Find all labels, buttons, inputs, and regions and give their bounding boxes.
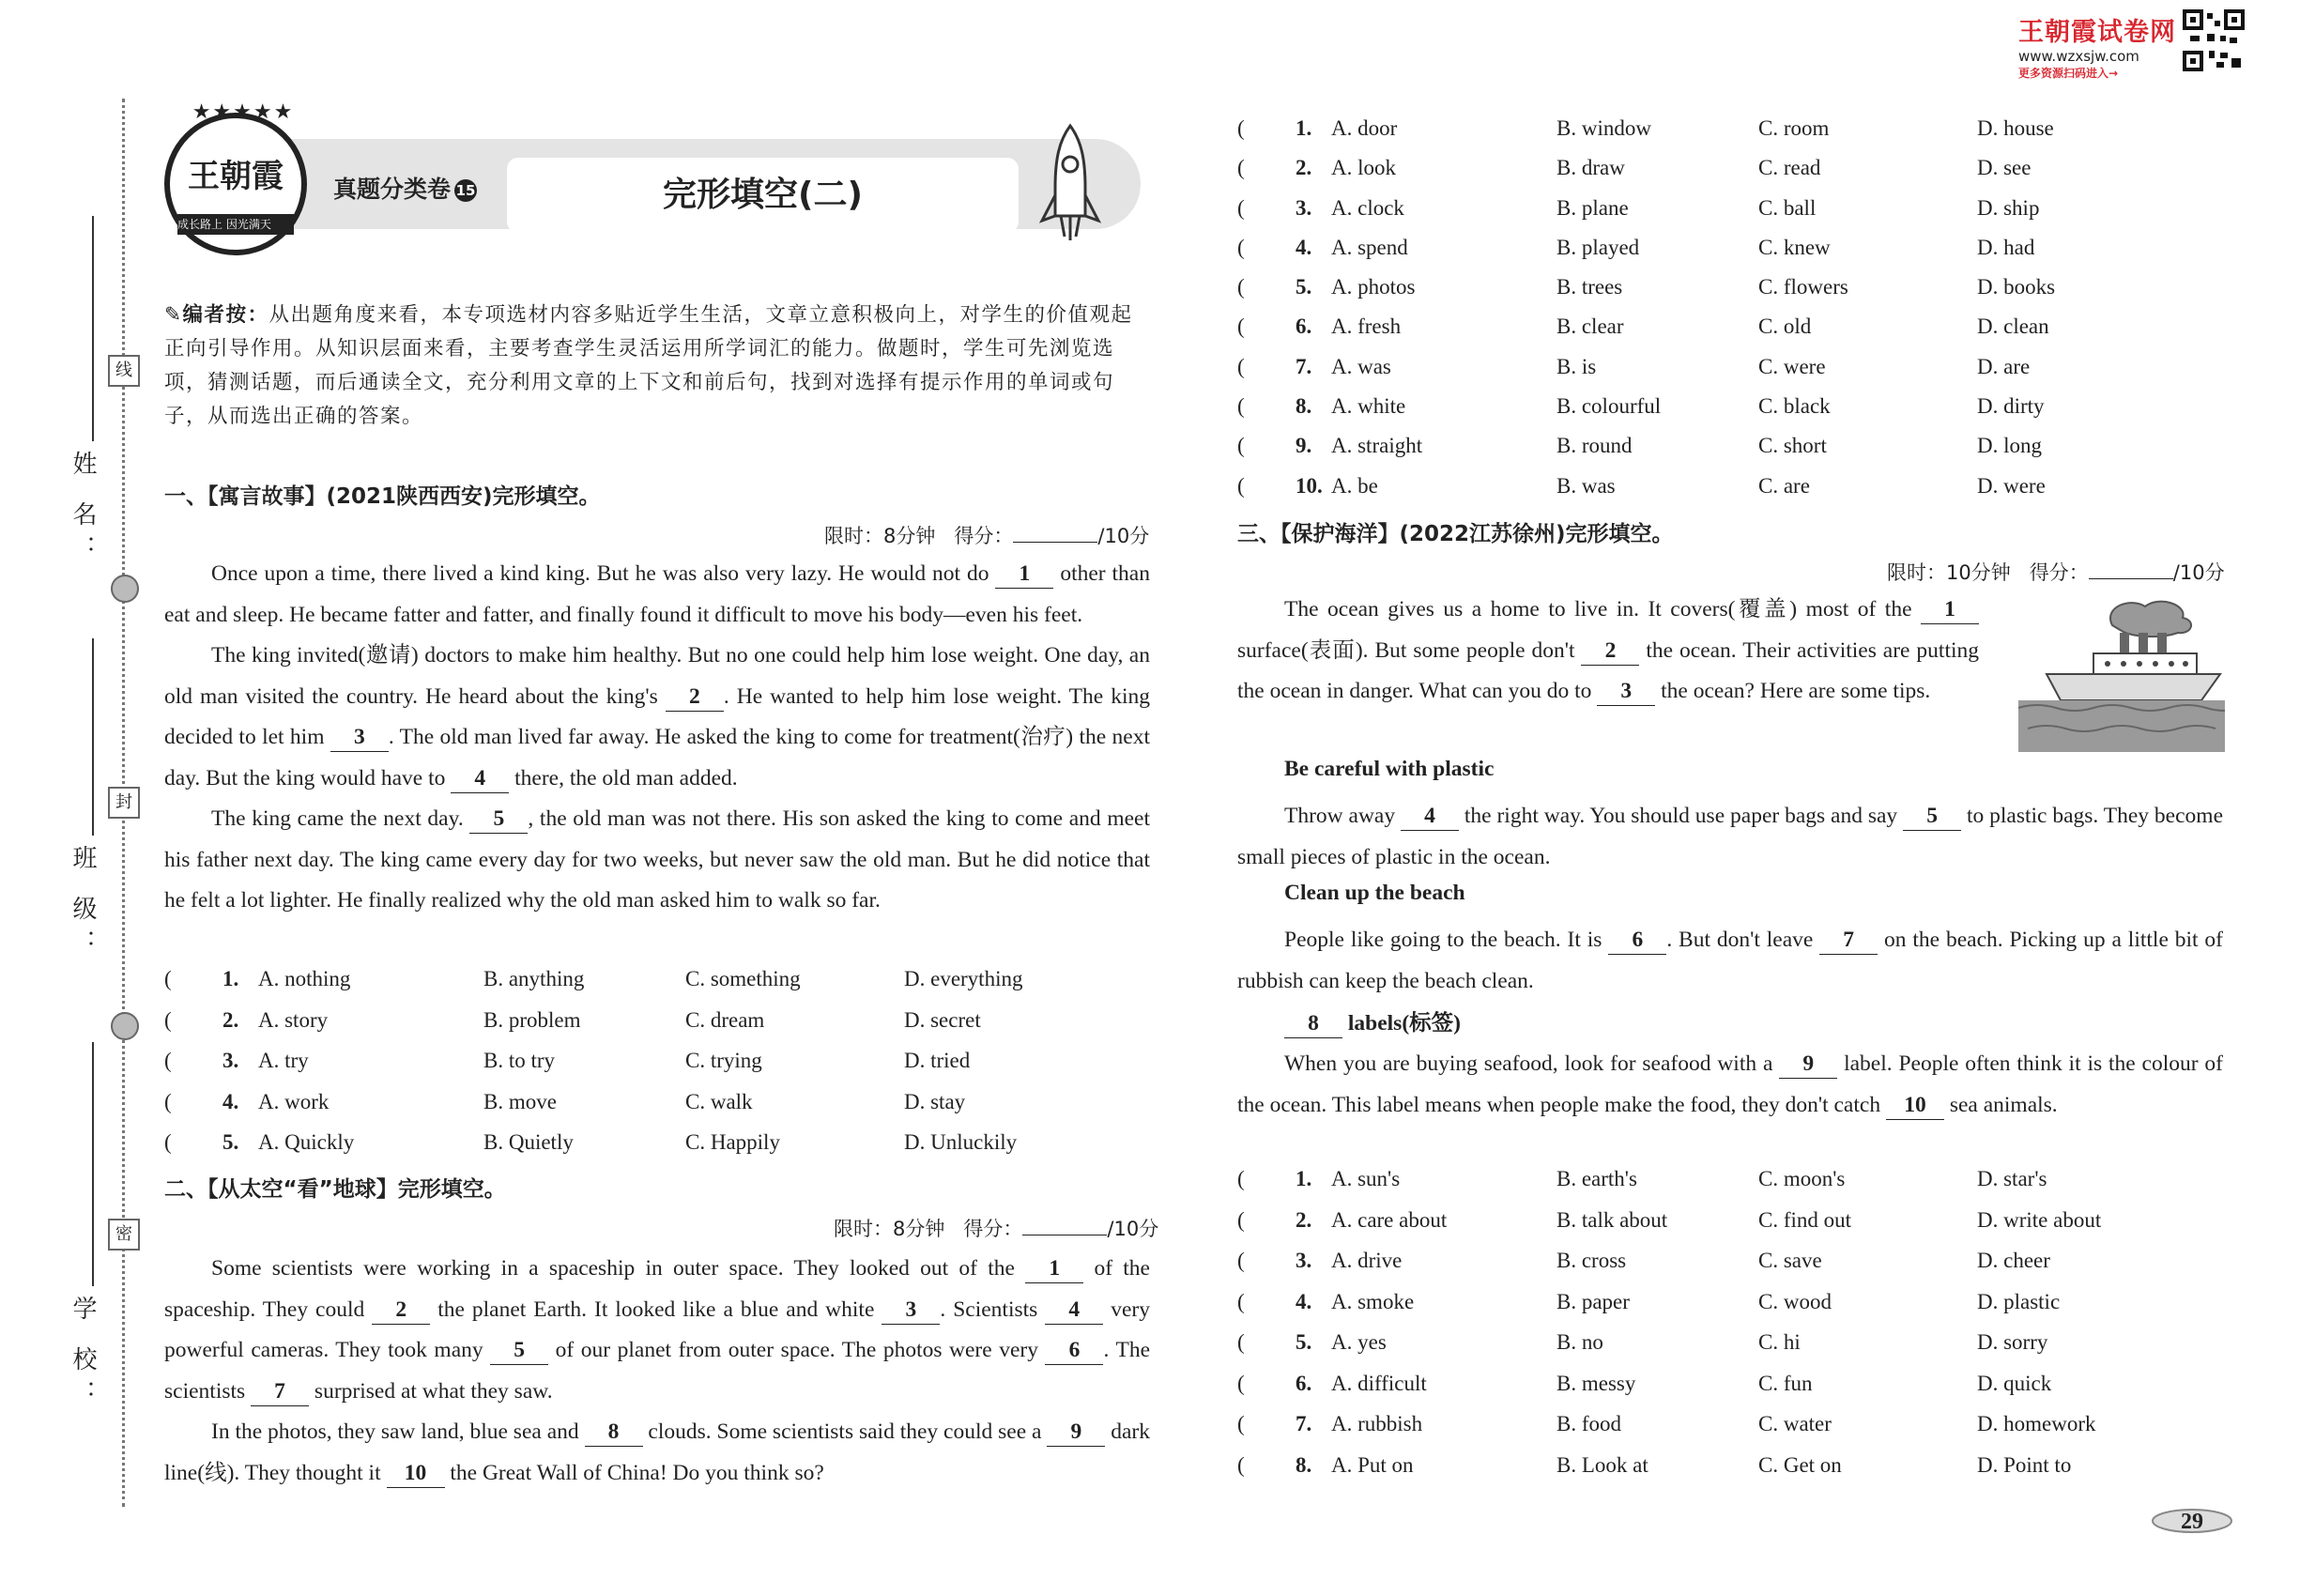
option-row-8[interactable]: ( 8. A. white B. colourful C. black D. dirty [1237, 394, 2045, 419]
binding-hole [111, 1012, 139, 1040]
section2-options [1237, 116, 2223, 514]
blank[interactable]: 5 [1903, 802, 1961, 831]
option-row-6[interactable]: ( 6. A. difficult B. messy C. fun D. quick [1237, 1371, 2052, 1395]
school-label: 学 校： [69, 1296, 97, 1415]
option-row-7[interactable]: ( 7. A. was B. is C. were D. are [1237, 354, 2031, 378]
blank[interactable]: 3 [882, 1296, 940, 1325]
blank[interactable]: 4 [1401, 802, 1459, 831]
option-row-3[interactable]: ( 3. A. drive B. cross C. save D. cheer [1237, 1249, 2050, 1272]
blank[interactable]: 6 [1045, 1336, 1103, 1365]
passage-paragraph: People like going to the beach. It is 6 . But don't leave 7 on the beach. Picking up a little bit of rubbish can keep the beach clean. [1237, 928, 2223, 993]
binding-hole [111, 575, 139, 603]
blank[interactable]: 2 [372, 1296, 430, 1325]
section3-paragraph-3 [1237, 1044, 2223, 1126]
option-row-4[interactable]: ( 4. A. spend B. played C. knew D. had [1237, 235, 2035, 259]
section2-limit: 限时：8分钟 得分： /10分 [834, 1218, 1159, 1240]
binding-mark-xian: 线 [108, 355, 140, 387]
section1-options [164, 967, 1150, 1172]
section2-passage [164, 1249, 1150, 1494]
series-label [333, 171, 477, 205]
option-row-1[interactable]: ( 1. A. door B. window C. room D. house [1237, 116, 2054, 140]
score-field[interactable] [1013, 542, 1097, 543]
section1-heading: 一、【寓言故事】(2021陕西西安)完形填空。 [164, 484, 601, 509]
blank[interactable]: 10 [1886, 1091, 1944, 1120]
option-row-2[interactable]: ( 2. A. look B. draw C. read D. see [1237, 156, 2032, 180]
section1-passage [164, 554, 1150, 922]
school-field[interactable] [92, 1042, 94, 1286]
header-banner [164, 100, 1150, 244]
option-row-8[interactable]: ( 8. A. Put on B. Look at C. Get on D. Point to [1237, 1452, 2072, 1477]
pencil-icon: ✎ [164, 303, 183, 327]
passage-paragraph: The king came the next day. 5 , the old man was not there. His son asked the king to come and meet his father next day. The king came every day for two weeks, but never saw the old man. But he did notice that he felt a lot lighter. He finally realized why the old man asked him to walk so far. [164, 806, 1150, 913]
blank[interactable]: 5 [469, 805, 528, 834]
editor-note [164, 299, 1150, 434]
option-row-2[interactable]: ( 2. A. care about B. talk about C. find out D. write about [1237, 1207, 2102, 1232]
badge-name: 王朝霞 [188, 158, 284, 195]
option-row-5[interactable]: ( 5. A. Quickly B. Quietly C. Happily D. Unluckily [164, 1130, 1018, 1154]
series-number: 15 [454, 179, 477, 202]
blank[interactable]: 4 [451, 764, 509, 793]
option-row-4[interactable]: ( 4. A. work B. move C. walk D. stay [164, 1089, 966, 1113]
score-field[interactable] [2089, 578, 2173, 579]
ship-illustration [2018, 597, 2225, 752]
blank[interactable]: 1 [995, 560, 1053, 589]
option-row-1[interactable]: ( 1. A. sun's B. earth's C. moon's D. star's [1237, 1167, 2047, 1190]
section3-intro [1237, 590, 1979, 713]
section3-paragraph-2 [1237, 920, 2223, 1002]
section3-paragraph-1 [1237, 796, 2223, 878]
blank[interactable]: 6 [1608, 926, 1666, 955]
blank[interactable]: 9 [1047, 1418, 1105, 1447]
subheading-labels: 8 labels(标签) [1284, 1005, 1461, 1038]
section2-heading: 二、【从太空“看”地球】完形填空。 [164, 1177, 506, 1202]
blank[interactable]: 1 [1921, 595, 1979, 624]
section3-heading: 三、【保护海洋】(2022江苏徐州)完形填空。 [1237, 522, 1674, 546]
blank[interactable]: 2 [666, 683, 724, 712]
page-number-badge [2150, 1502, 2234, 1540]
blank[interactable]: 1 [1025, 1254, 1083, 1283]
qr-code-icon[interactable] [2183, 9, 2245, 71]
name-field[interactable] [92, 216, 94, 441]
blank[interactable]: 8 [1284, 1009, 1342, 1038]
binding-mark-feng: 封 [108, 787, 140, 819]
class-field[interactable] [92, 638, 94, 836]
option-row-7[interactable]: ( 7. A. rubbish B. food C. water D. homework [1237, 1412, 2096, 1435]
editor-note-text: 从出题角度来看，本专项选材内容多贴近学生生活，文章立意积极向上，对学生的价值观起正向引导作用。从知识层面来看，主要考查学生灵活运用所学词汇的能力。做题时，学生可先浏览选项，猜测话题，而后通读全文，充分利用文章的上下文和前后句，找到对选择有提示作用的单词或句子，从而选出正确的答案。 [164, 303, 1133, 428]
class-label: 班 级： [69, 845, 97, 964]
brand-logo[interactable] [2018, 11, 2178, 81]
option-row-4[interactable]: ( 4. A. smoke B. paper C. wood D. plastic [1237, 1289, 2061, 1313]
passage-paragraph: The ocean gives us a home to live in. It covers(覆盖) most of the 1 surface(表面). But some people don't 2 the ocean. Their activities are putting the ocean in danger. What can you do to 3 the ocean? Here are some tips. [1237, 590, 1979, 713]
blank[interactable]: 7 [251, 1377, 309, 1406]
option-row-5[interactable]: ( 5. A. photos B. trees C. flowers D. books [1237, 275, 2056, 299]
blank[interactable]: 7 [1819, 926, 1878, 955]
blank[interactable]: 8 [585, 1418, 643, 1447]
blank[interactable]: 3 [330, 723, 389, 752]
option-row-3[interactable]: ( 3. A. clock B. plane C. ball D. ship [1237, 195, 2040, 220]
option-row-10[interactable]: ( 10. A. be B. was C. are D. were [1237, 473, 2046, 498]
subheading-beach: Clean up the beach [1284, 881, 1465, 905]
blank[interactable]: 9 [1779, 1050, 1837, 1079]
page-number: 29 [2181, 1510, 2203, 1534]
editor-note-label: 编者按： [182, 303, 269, 327]
passage-paragraph: In the photos, they saw land, blue sea and 8 clouds. Some scientists said they could see a 9 dark line(线). They thought it 10 the Great Wall of China! Do you think so? [164, 1412, 1150, 1494]
blank[interactable]: 2 [1581, 637, 1639, 666]
passage-paragraph: Some scientists were working in a spaceship in outer space. They looked out of the 1 of the spaceship. They could 2 the planet Earth. It looked like a blue and white 3 . Scientists 4 very powerful cameras. They took many 5 of our planet from outer space. The photos were very 6 . The scientists 7 surprised at what they saw. [164, 1249, 1150, 1412]
stars-icon: ★★★★★ [192, 100, 295, 123]
blank[interactable]: 10 [387, 1459, 445, 1488]
subheading-plastic: Be careful with plastic [1284, 757, 1495, 781]
passage-paragraph: Once upon a time, there lived a kind king. But he was also very lazy. He would not do 1 other than eat and sleep. He became fatter and fatter, and finally found it difficult to move his body—even his feet. [164, 561, 1150, 627]
badge-ribbon: 成长路上 因光满天 [177, 214, 294, 235]
option-row-1[interactable]: ( 1. A. nothing B. anything C. something D. everything [164, 967, 1023, 990]
page-title: 完形填空(二) [507, 158, 1019, 233]
section3-options [1237, 1167, 2223, 1494]
passage-paragraph: The king invited(邀请) doctors to make him healthy. But no one could help him lose weight. One day, an old man visited the country. He heard about the king's 2 . He wanted to help him lose weight. The king decided to let him 3 . The old man lived far away. He asked the king to come for treatment(治疗) the next day. But the king would have to 4 there, the old man added. [164, 636, 1150, 799]
blank[interactable]: 5 [490, 1336, 548, 1365]
brand-url[interactable]: www.wzxsjw.com [2018, 48, 2139, 65]
binding-mark-mi: 密 [108, 1219, 140, 1251]
passage-paragraph: Throw away 4 the right way. You should use paper bags and say 5 to plastic bags. They become small pieces of plastic in the ocean. [1237, 804, 2223, 869]
brand-logo-text: 王朝霞试卷网 [2018, 18, 2176, 47]
section3-limit: 限时：10分钟 得分： /10分 [1887, 561, 2225, 584]
option-row-2[interactable]: ( 2. A. story B. problem C. dream D. secret [164, 1007, 981, 1032]
name-label: 姓 名： [69, 451, 97, 570]
option-row-9[interactable]: ( 9. A. straight B. round C. short D. long [1237, 434, 2042, 458]
passage-paragraph: When you are buying seafood, look for seafood with a 9 label. People often think it is the colour of the ocean. This label means when people make the food, they don't catch 10 sea animals. [1237, 1044, 2223, 1126]
option-row-3[interactable]: ( 3. A. try B. to try C. trying D. tried [164, 1049, 971, 1072]
rocket-icon [1033, 122, 1108, 244]
option-row-5[interactable]: ( 5. A. yes B. no C. hi D. sorry [1237, 1330, 2048, 1354]
section1-limit: 限时：8分钟 得分： /10分 [824, 525, 1150, 547]
blank[interactable]: 4 [1045, 1296, 1103, 1325]
series-text: 真题分类卷 [333, 176, 452, 203]
brand-sub: 更多资源扫码进入→ [2018, 67, 2119, 80]
option-row-6[interactable]: ( 6. A. fresh B. clear C. old D. clean [1237, 315, 2049, 339]
blank[interactable]: 3 [1597, 677, 1655, 706]
